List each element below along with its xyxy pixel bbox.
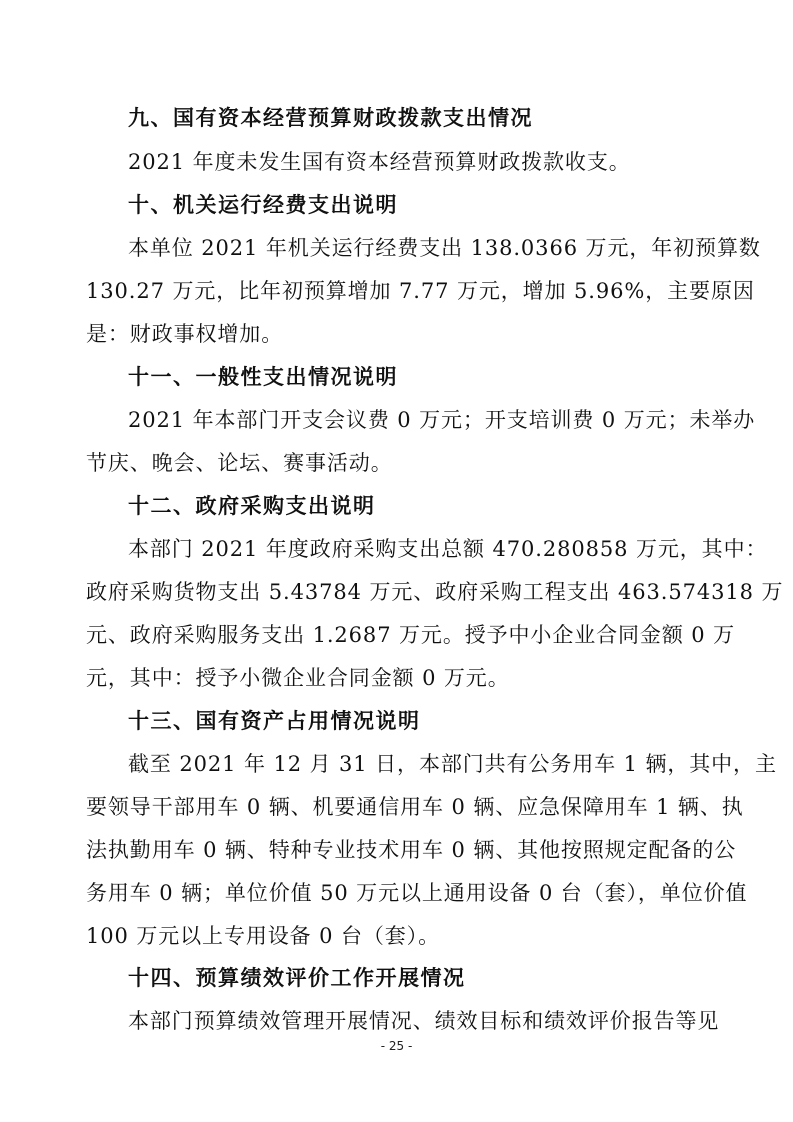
paragraph-line: 法执勤用车 0 辆、特种专业技术用车 0 辆、其他按照规定配备的公 [86, 838, 737, 862]
paragraph-line: 本部门 2021 年度政府采购支出总额 470.280858 万元，其中： [128, 537, 768, 561]
section-heading-13: 十三、国有资产占用情况说明 [128, 709, 421, 733]
paragraph-line: 是：财政事权增加。 [86, 322, 284, 346]
paragraph-line: 元，其中：授予小微企业合同金额 0 万元。 [86, 666, 510, 690]
page-number: - 25 - [380, 1039, 413, 1053]
paragraph-line: 元、政府采购服务支出 1.2687 万元。授予中小企业合同金额 0 万 [86, 623, 736, 647]
paragraph-line: 130.27 万元，比年初预算增加 7.77 万元，增加 5.96%，主要原因 [86, 279, 755, 303]
section-heading-12: 十二、政府采购支出说明 [128, 494, 376, 518]
paragraph-line: 政府采购货物支出 5.43784 万元、政府采购工程支出 463.574318 万 [86, 580, 784, 604]
paragraph-line: 节庆、晚会、论坛、赛事活动。 [86, 451, 393, 475]
section-heading-11: 十一、一般性支出情况说明 [128, 365, 398, 389]
section-heading-10: 十、机关运行经费支出说明 [128, 193, 398, 217]
section-heading-9: 九、国有资本经营预算财政拨款支出情况 [128, 106, 533, 130]
paragraph-line: 截至 2021 年 12 月 31 日，本部门共有公务用车 1 辆，其中，主 [128, 752, 777, 776]
paragraph-line: 2021 年本部门开支会议费 0 万元；开支培训费 0 万元；未举办 [128, 408, 756, 432]
paragraph-line: 2021 年度未发生国有资本经营预算财政拨款收支。 [128, 150, 631, 174]
paragraph-line: 要领导干部用车 0 辆、机要通信用车 0 辆、应急保障用车 1 辆、执 [86, 795, 744, 819]
paragraph-line: 本单位 2021 年机关运行经费支出 138.0366 万元，年初预算数 [128, 236, 761, 260]
section-heading-14: 十四、预算绩效评价工作开展情况 [128, 966, 466, 990]
paragraph-line: 本部门预算绩效管理开展情况、绩效目标和绩效评价报告等见 [128, 1009, 720, 1033]
paragraph-line: 100 万元以上专用设备 0 台（套）。 [86, 924, 440, 948]
paragraph-line: 务用车 0 辆；单位价值 50 万元以上通用设备 0 台（套），单位价值 [86, 881, 748, 905]
